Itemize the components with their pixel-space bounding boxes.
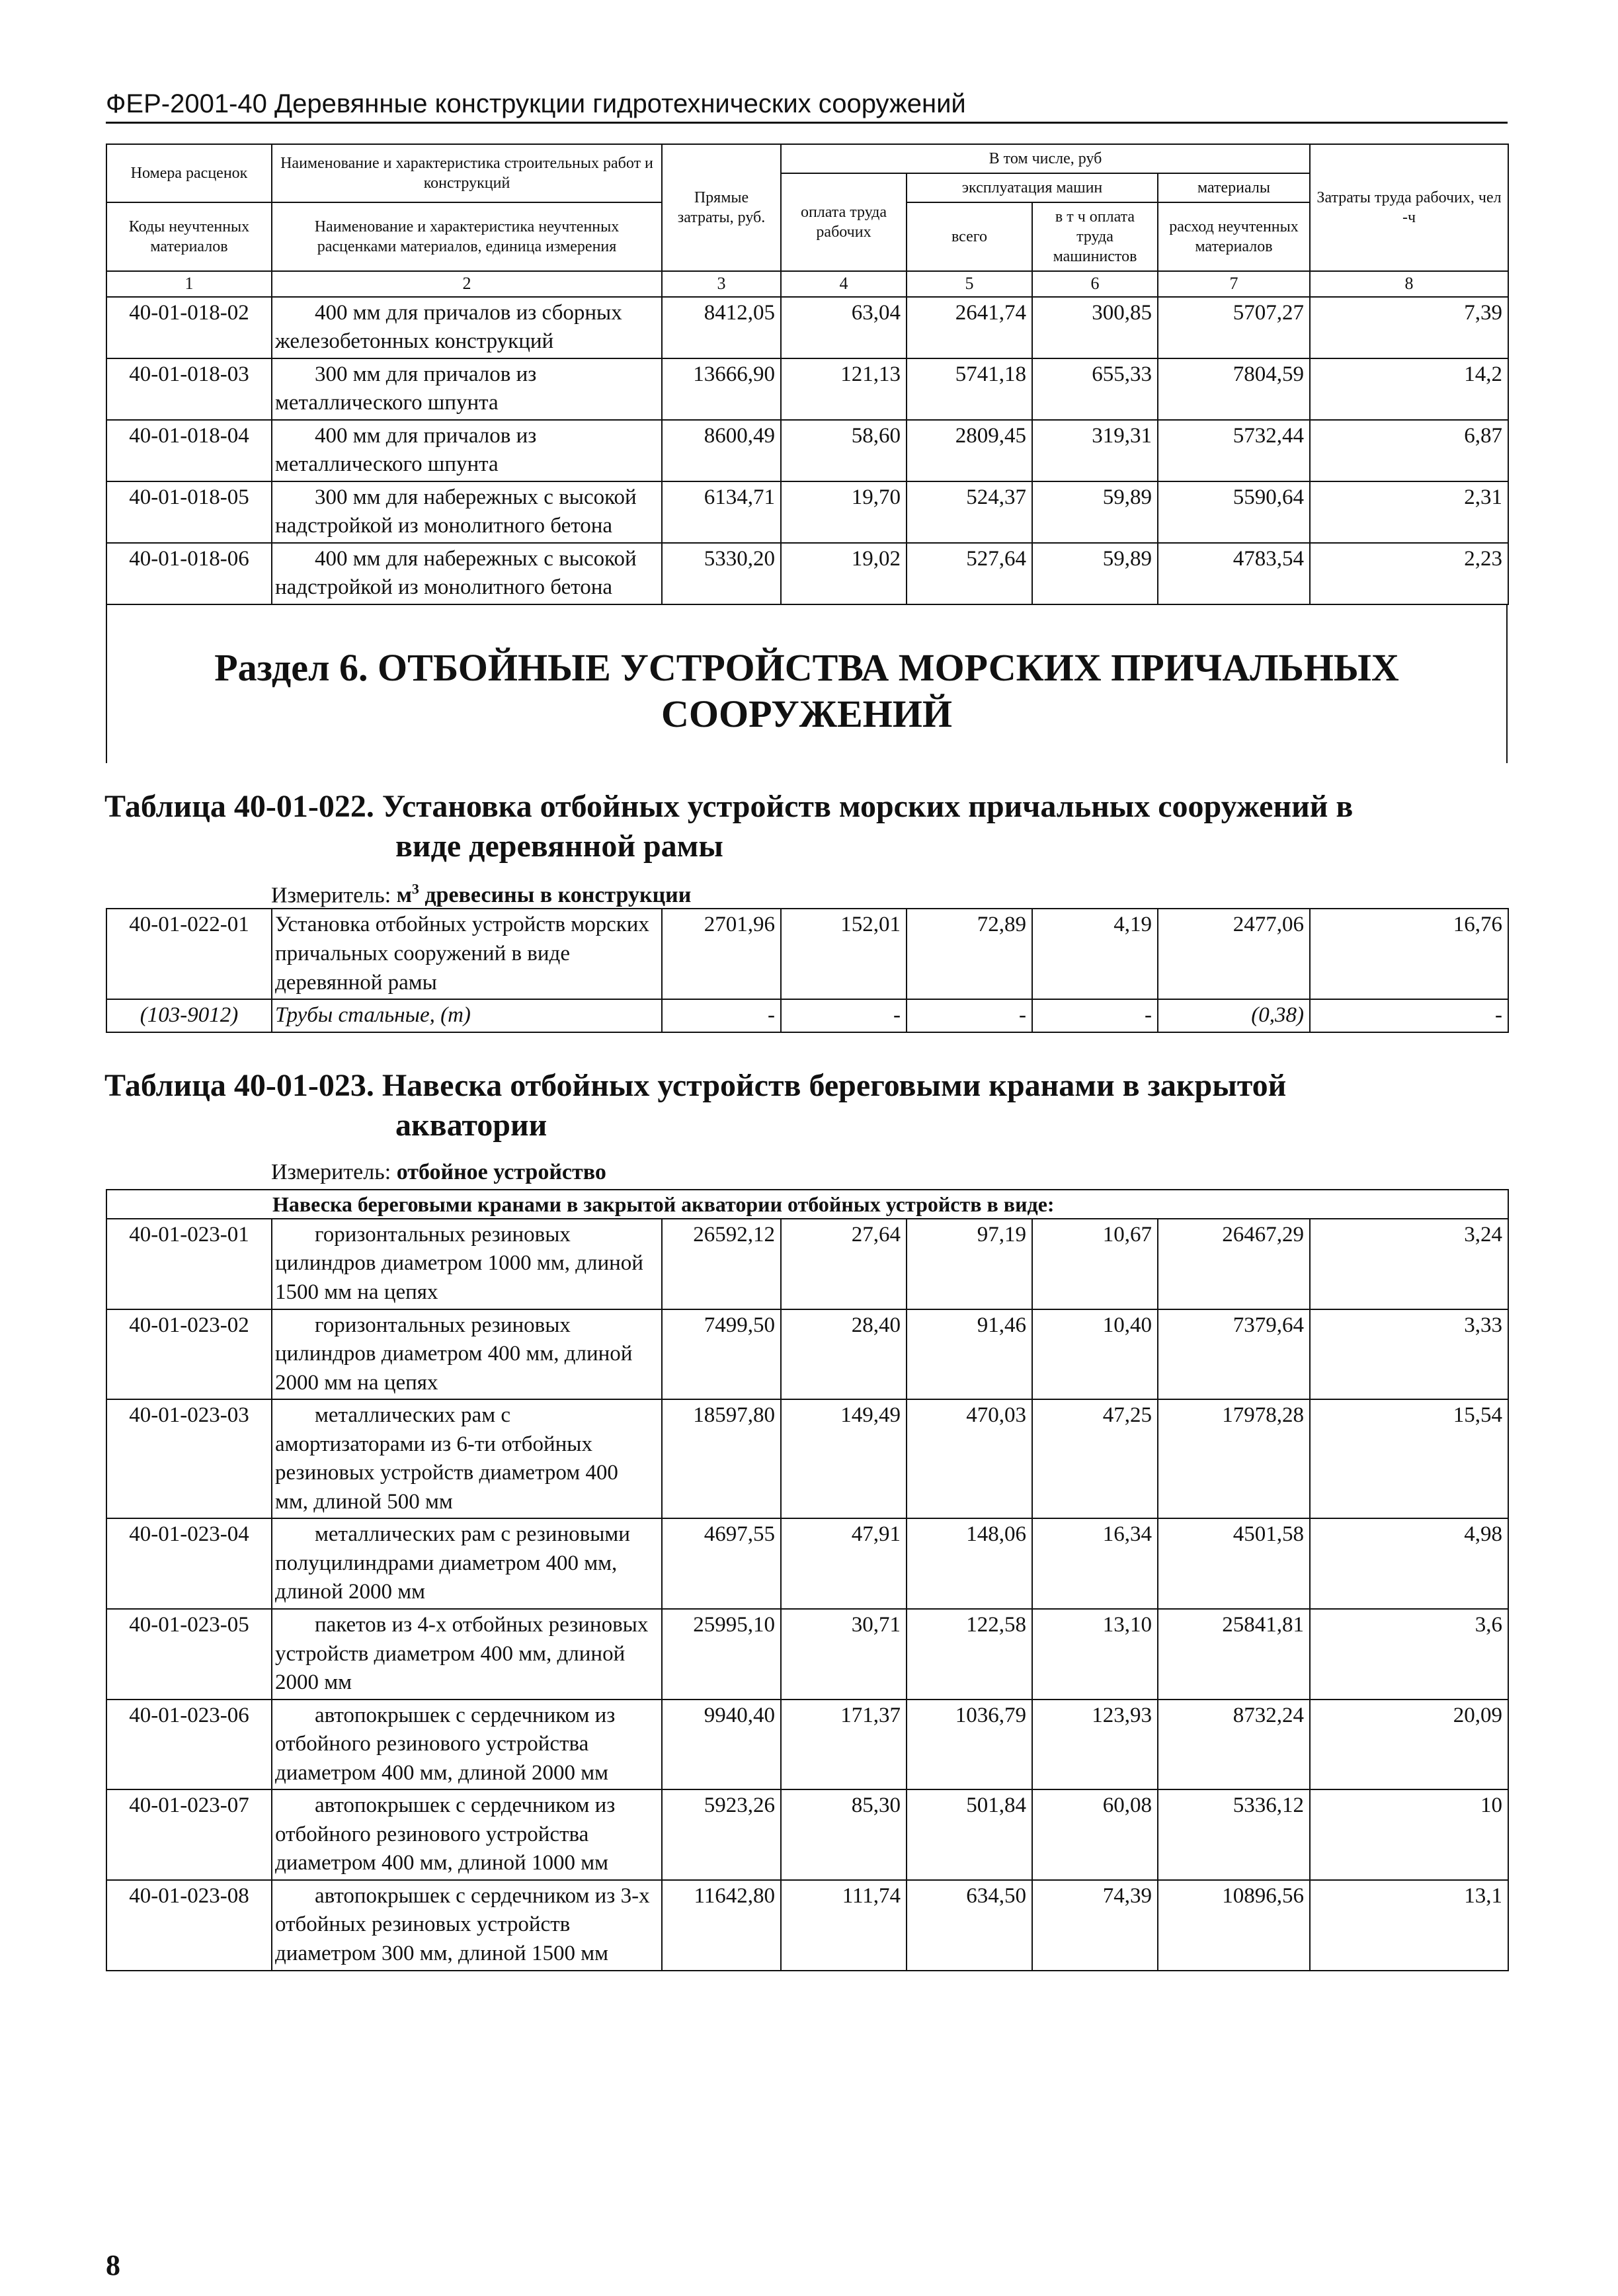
rate-description: автопокрышек с сердечником из отбойного резинового устройства диаметром 400 мм, длиной 1000 мм	[272, 1789, 662, 1880]
labor-pay: 63,04	[781, 297, 907, 358]
labor-hours: 14,2	[1310, 358, 1508, 420]
machinists-pay: 59,89	[1032, 543, 1158, 604]
table-subheading-row	[106, 1190, 1508, 1219]
table-row	[106, 358, 1508, 420]
machinists-pay: 59,89	[1032, 481, 1158, 543]
direct-costs: 5330,20	[662, 543, 781, 604]
header-work-name: Наименование и характеристика строительных работ и конструкций	[272, 144, 662, 202]
rate-code: 40-01-022-01	[106, 909, 272, 999]
rate-description: автопокрышек с сердечником из отбойного резинового устройства диаметром 400 мм, длиной 2000 мм	[272, 1700, 662, 1790]
machines-total: 501,84	[907, 1789, 1032, 1880]
rate-code: 40-01-023-01	[106, 1219, 272, 1309]
direct-costs: 6134,71	[662, 481, 781, 543]
rate-description: 400 мм для набережных с высокой надстройкой из монолитного бетона	[272, 543, 662, 604]
rate-code: 40-01-018-02	[106, 297, 272, 358]
direct-costs: 4697,55	[662, 1518, 781, 1609]
column-number: 3	[662, 271, 781, 297]
machines-total: 122,58	[907, 1609, 1032, 1700]
materials: 8732,24	[1158, 1700, 1310, 1790]
labor-hours: 20,09	[1310, 1700, 1508, 1790]
table-022-title	[104, 763, 1508, 866]
rate-description: 400 мм для причалов из металлического шпунта	[272, 420, 662, 481]
rate-description: горизонтальных резиновых цилиндров диаметром 400 мм, длиной 2000 мм на цепях	[272, 1309, 662, 1400]
table-023-meter	[106, 1145, 1508, 1185]
table-row	[106, 1880, 1508, 1971]
machines-total: 634,50	[907, 1880, 1032, 1971]
header-material-codes: Коды неучтенных материалов	[106, 202, 272, 271]
materials: 5707,27	[1158, 297, 1310, 358]
direct-costs: 5923,26	[662, 1789, 781, 1880]
labor-pay: 19,70	[781, 481, 907, 543]
machinists-pay: 74,39	[1032, 1880, 1158, 1971]
materials: 5336,12	[1158, 1789, 1310, 1880]
header-direct-costs: Прямые затраты, руб.	[662, 144, 781, 271]
table-row	[106, 909, 1508, 999]
labor-pay: 121,13	[781, 358, 907, 420]
machinists-pay: 300,85	[1032, 297, 1158, 358]
rate-code: 40-01-023-04	[106, 1518, 272, 1609]
machinists-pay: 10,67	[1032, 1219, 1158, 1309]
machinists-pay: -	[1032, 999, 1158, 1032]
rate-description: 300 мм для причалов из металлического шпунта	[272, 358, 662, 420]
machinists-pay: 16,34	[1032, 1518, 1158, 1609]
machinists-pay: 60,08	[1032, 1789, 1158, 1880]
meter-unit: м	[396, 883, 412, 908]
header-machines-total: всего	[907, 202, 1032, 271]
labor-pay: 149,49	[781, 1399, 907, 1518]
header-materials-consumption: расход неучтенных материалов	[1158, 202, 1310, 271]
labor-hours: 3,33	[1310, 1309, 1508, 1400]
labor-hours: 3,6	[1310, 1609, 1508, 1700]
page-number: 8	[106, 2249, 120, 2281]
meter-unit-power: 3	[411, 881, 419, 898]
labor-hours: 13,1	[1310, 1880, 1508, 1971]
machines-total: 91,46	[907, 1309, 1032, 1400]
materials: 5732,44	[1158, 420, 1310, 481]
meter-label: Измеритель:	[271, 883, 397, 908]
meter-value: отбойное устройство	[396, 1159, 606, 1184]
direct-costs: 8600,49	[662, 420, 781, 481]
table-row	[106, 1399, 1508, 1518]
labor-pay: 152,01	[781, 909, 907, 999]
material-code: (103-9012)	[106, 999, 272, 1032]
column-number: 5	[907, 271, 1032, 297]
direct-costs: 9940,40	[662, 1700, 781, 1790]
labor-pay: 171,37	[781, 1700, 907, 1790]
labor-pay: -	[781, 999, 907, 1032]
machines-total: 470,03	[907, 1399, 1032, 1518]
header-machinists-pay: в т ч оплата труда машинистов	[1032, 202, 1158, 271]
meter-label: Измеритель:	[271, 1159, 397, 1184]
direct-costs: 26592,12	[662, 1219, 781, 1309]
rate-code: 40-01-023-03	[106, 1399, 272, 1518]
machinists-pay: 13,10	[1032, 1609, 1158, 1700]
materials: 4501,58	[1158, 1518, 1310, 1609]
labor-pay: 30,71	[781, 1609, 907, 1700]
table-row	[106, 1219, 1508, 1309]
meter-value: древесины в конструкции	[419, 883, 692, 908]
direct-costs: 7499,50	[662, 1309, 781, 1400]
rate-description: горизонтальных резиновых цилиндров диаметром 1000 мм, длиной 1500 мм на цепях	[272, 1219, 662, 1309]
materials: 7804,59	[1158, 358, 1310, 420]
header-labor-pay: оплата труда рабочих	[781, 173, 907, 271]
machines-total: 148,06	[907, 1518, 1032, 1609]
column-number: 7	[1158, 271, 1310, 297]
materials: 17978,28	[1158, 1399, 1310, 1518]
materials: 7379,64	[1158, 1309, 1310, 1400]
table-row	[106, 1700, 1508, 1790]
header-including: В том числе, руб	[781, 144, 1310, 173]
table-022-title-line2: виде деревянной рамы	[395, 829, 723, 864]
direct-costs: 11642,80	[662, 1880, 781, 1971]
rate-code: 40-01-023-05	[106, 1609, 272, 1700]
machinists-pay: 123,93	[1032, 1700, 1158, 1790]
machines-total: 72,89	[907, 909, 1032, 999]
labor-hours: 2,31	[1310, 481, 1508, 543]
rate-code: 40-01-018-04	[106, 420, 272, 481]
table-row	[106, 543, 1508, 604]
rate-description: автопокрышек с сердечником из 3-х отбойных резиновых устройств диаметром 300 мм, длиной 1500 мм	[272, 1880, 662, 1971]
materials: 25841,81	[1158, 1609, 1310, 1700]
machines-total: 2641,74	[907, 297, 1032, 358]
table-row	[106, 1309, 1508, 1400]
machines-total: 5741,18	[907, 358, 1032, 420]
labor-pay: 47,91	[781, 1518, 907, 1609]
header-material-name: Наименование и характеристика неучтенных расценками материалов, единица измерения	[272, 202, 662, 271]
rate-code: 40-01-023-07	[106, 1789, 272, 1880]
materials: 5590,64	[1158, 481, 1310, 543]
labor-pay: 58,60	[781, 420, 907, 481]
labor-hours: 2,23	[1310, 543, 1508, 604]
machines-total: 2809,45	[907, 420, 1032, 481]
labor-pay: 85,30	[781, 1789, 907, 1880]
table-row	[106, 1789, 1508, 1880]
labor-hours: 10	[1310, 1789, 1508, 1880]
direct-costs: 8412,05	[662, 297, 781, 358]
machinists-pay: 4,19	[1032, 909, 1158, 999]
direct-costs: 13666,90	[662, 358, 781, 420]
table-023-title	[104, 1033, 1508, 1145]
labor-pay: 19,02	[781, 543, 907, 604]
machines-total: -	[907, 999, 1032, 1032]
labor-pay: 28,40	[781, 1309, 907, 1400]
machinists-pay: 319,31	[1032, 420, 1158, 481]
labor-hours: 4,98	[1310, 1518, 1508, 1609]
direct-costs: 25995,10	[662, 1609, 781, 1700]
labor-hours: 15,54	[1310, 1399, 1508, 1518]
labor-hours: 6,87	[1310, 420, 1508, 481]
rate-code: 40-01-018-05	[106, 481, 272, 543]
rate-description: металлических рам с амортизаторами из 6-ти отбойных резиновых устройств диаметром 400 мм, длиной 500 мм	[272, 1399, 662, 1518]
table-row	[106, 420, 1508, 481]
rate-description: 400 мм для причалов из сборных железобетонных конструкций	[272, 297, 662, 358]
material-description: Трубы стальные, (т)	[272, 999, 662, 1032]
table-row	[106, 1609, 1508, 1700]
machinists-pay: 47,25	[1032, 1399, 1158, 1518]
table-022-title-line1: Таблица 40-01-022. Установка отбойных устройств морских причальных сооружений в	[104, 789, 1354, 825]
rate-description: Установка отбойных устройств морских причальных сооружений в виде деревянной рамы	[272, 909, 662, 999]
labor-hours: 16,76	[1310, 909, 1508, 999]
header-labor: Затраты труда рабочих, чел -ч	[1310, 144, 1508, 271]
section-block	[106, 605, 1508, 763]
material-row	[106, 999, 1508, 1032]
direct-costs: 18597,80	[662, 1399, 781, 1518]
section-title: Раздел 6. ОТБОЙНЫЕ УСТРОЙСТВА МОРСКИХ ПРИЧАЛЬНЫХ СООРУЖЕНИЙ	[214, 645, 1399, 735]
rate-code: 40-01-018-06	[106, 543, 272, 604]
labor-hours: 3,24	[1310, 1219, 1508, 1309]
column-number: 6	[1032, 271, 1158, 297]
rates-table-018	[106, 144, 1509, 605]
machines-total: 524,37	[907, 481, 1032, 543]
running-head: ФЕР-2001-40 Деревянные конструкции гидротехнических сооружений	[106, 89, 1508, 124]
materials: 2477,06	[1158, 909, 1310, 999]
table-row	[106, 297, 1508, 358]
page	[106, 89, 1508, 1971]
header-materials: материалы	[1158, 173, 1310, 202]
rate-description: пакетов из 4-х отбойных резиновых устройств диаметром 400 мм, длиной 2000 мм	[272, 1609, 662, 1700]
header-rate-numbers: Номера расценок	[106, 144, 272, 202]
rate-code: 40-01-018-03	[106, 358, 272, 420]
machinists-pay: 10,40	[1032, 1309, 1158, 1400]
materials-consumption: (0,38)	[1158, 999, 1310, 1032]
materials: 26467,29	[1158, 1219, 1310, 1309]
machinists-pay: 655,33	[1032, 358, 1158, 420]
table-subheading: Навеска береговыми кранами в закрытой акватории отбойных устройств в виде:	[106, 1190, 1508, 1219]
materials: 4783,54	[1158, 543, 1310, 604]
table-022-meter	[106, 866, 1508, 908]
column-number: 2	[272, 271, 662, 297]
table-023-title-line2: акватории	[395, 1107, 547, 1143]
header-machines: эксплуатация машин	[907, 173, 1158, 202]
labor-pay: 27,64	[781, 1219, 907, 1309]
labor-pay: 111,74	[781, 1880, 907, 1971]
machines-total: 97,19	[907, 1219, 1032, 1309]
table-023-title-line1: Таблица 40-01-023. Навеска отбойных устройств береговыми кранами в закрытой	[104, 1067, 1287, 1103]
rate-description: 300 мм для набережных с высокой надстройкой из монолитного бетона	[272, 481, 662, 543]
rate-code: 40-01-023-02	[106, 1309, 272, 1400]
rate-code: 40-01-023-08	[106, 1880, 272, 1971]
labor-hours: -	[1310, 999, 1508, 1032]
header-column-numbers	[106, 271, 1508, 297]
machines-total: 1036,79	[907, 1700, 1032, 1790]
column-number: 4	[781, 271, 907, 297]
labor-hours: 7,39	[1310, 297, 1508, 358]
direct-costs: -	[662, 999, 781, 1032]
rate-description: металлических рам с резиновыми полуцилиндрами диаметром 400 мм, длиной 2000 мм	[272, 1518, 662, 1609]
table-row	[106, 1518, 1508, 1609]
rates-table-023	[106, 1189, 1509, 1971]
rate-code: 40-01-023-06	[106, 1700, 272, 1790]
column-number: 1	[106, 271, 272, 297]
direct-costs: 2701,96	[662, 909, 781, 999]
machines-total: 527,64	[907, 543, 1032, 604]
column-number: 8	[1310, 271, 1508, 297]
rates-table-022	[106, 908, 1509, 1032]
table-row	[106, 481, 1508, 543]
materials: 10896,56	[1158, 1880, 1310, 1971]
